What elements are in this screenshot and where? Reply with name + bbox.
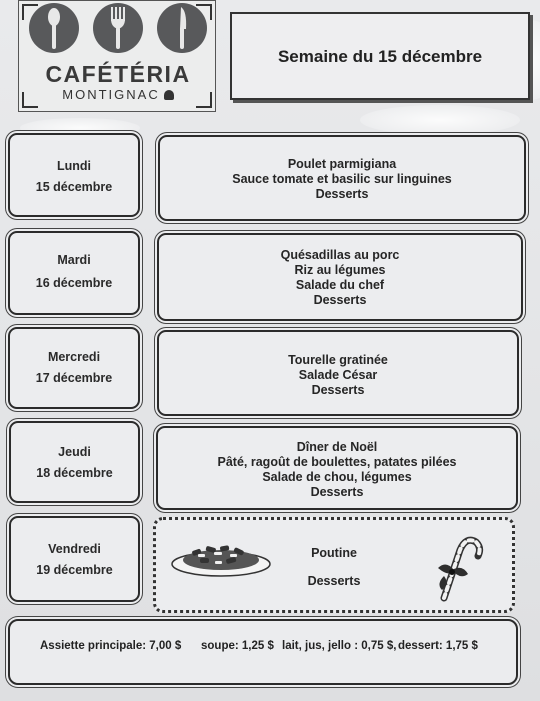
menu-item: Salade de chou, légumes [262, 470, 412, 484]
menu-box-mercredi [157, 330, 519, 416]
day-name: Jeudi [58, 445, 91, 459]
logo-title: CAFÉTÉRIA [45, 61, 191, 87]
day-name: Mercredi [47, 350, 101, 364]
week-title: Semaine du 15 décembre [277, 47, 483, 66]
menu-item: Sauce tomate et basilic sur linguines [232, 172, 452, 186]
cafeteria-logo [18, 0, 216, 112]
menu-item: Salade du chef [295, 278, 385, 292]
day-date: 15 décembre [35, 180, 113, 194]
poutine-dish-icon [170, 532, 272, 582]
menu-box-lundi [158, 135, 526, 221]
day-date: 18 décembre [36, 466, 113, 480]
logo-subtitle: MONTIGNAC [19, 87, 217, 102]
candy-cane-icon [426, 532, 486, 602]
menu-box-mardi [157, 233, 523, 321]
light-glare [360, 105, 520, 135]
spoon-icon [29, 3, 79, 53]
menu-item: Salade César [298, 368, 378, 382]
day-box-jeudi [9, 421, 140, 503]
price-drinks: lait, jus, jello : 0,75 $, [282, 640, 397, 652]
day-date: 16 décembre [35, 276, 113, 290]
price-dessert: dessert: 1,75 $ [398, 640, 478, 652]
menu-item: Desserts [315, 187, 369, 201]
menu-item: Riz au légumes [294, 263, 386, 277]
day-box-mardi [8, 231, 140, 315]
day-box-mercredi [8, 327, 140, 409]
menu-box-jeudi [156, 426, 518, 510]
price-main: Assiette principale: 7,00 $ [40, 640, 182, 652]
price-bar [8, 619, 518, 685]
day-date: 17 décembre [35, 371, 113, 385]
week-header [230, 12, 530, 100]
menu-item: Desserts [307, 574, 361, 588]
day-box-lundi [8, 133, 140, 217]
menu-item: Pâté, ragoût de boulettes, patates pilées [217, 455, 457, 469]
day-name: Lundi [56, 159, 91, 173]
knife-icon [157, 3, 207, 53]
day-name: Mardi [57, 253, 91, 267]
menu-item: Tourelle gratinée [288, 353, 388, 367]
menu-item: Desserts [310, 485, 364, 499]
menu-item: Quésadillas au porc [280, 248, 400, 262]
day-box-vendredi [9, 516, 140, 602]
menu-box-vendredi [153, 517, 515, 613]
house-icon [164, 90, 174, 100]
menu-item: Poutine [311, 546, 357, 560]
menu-item: Dîner de Noël [296, 440, 378, 454]
menu-item: Desserts [311, 383, 365, 397]
day-name: Vendredi [48, 542, 101, 556]
menu-item: Desserts [313, 293, 367, 307]
price-soup: soupe: 1,25 $ [201, 640, 274, 652]
day-date: 19 décembre [36, 563, 113, 577]
menu-item: Poulet parmigiana [287, 157, 397, 171]
fork-icon [93, 3, 143, 53]
